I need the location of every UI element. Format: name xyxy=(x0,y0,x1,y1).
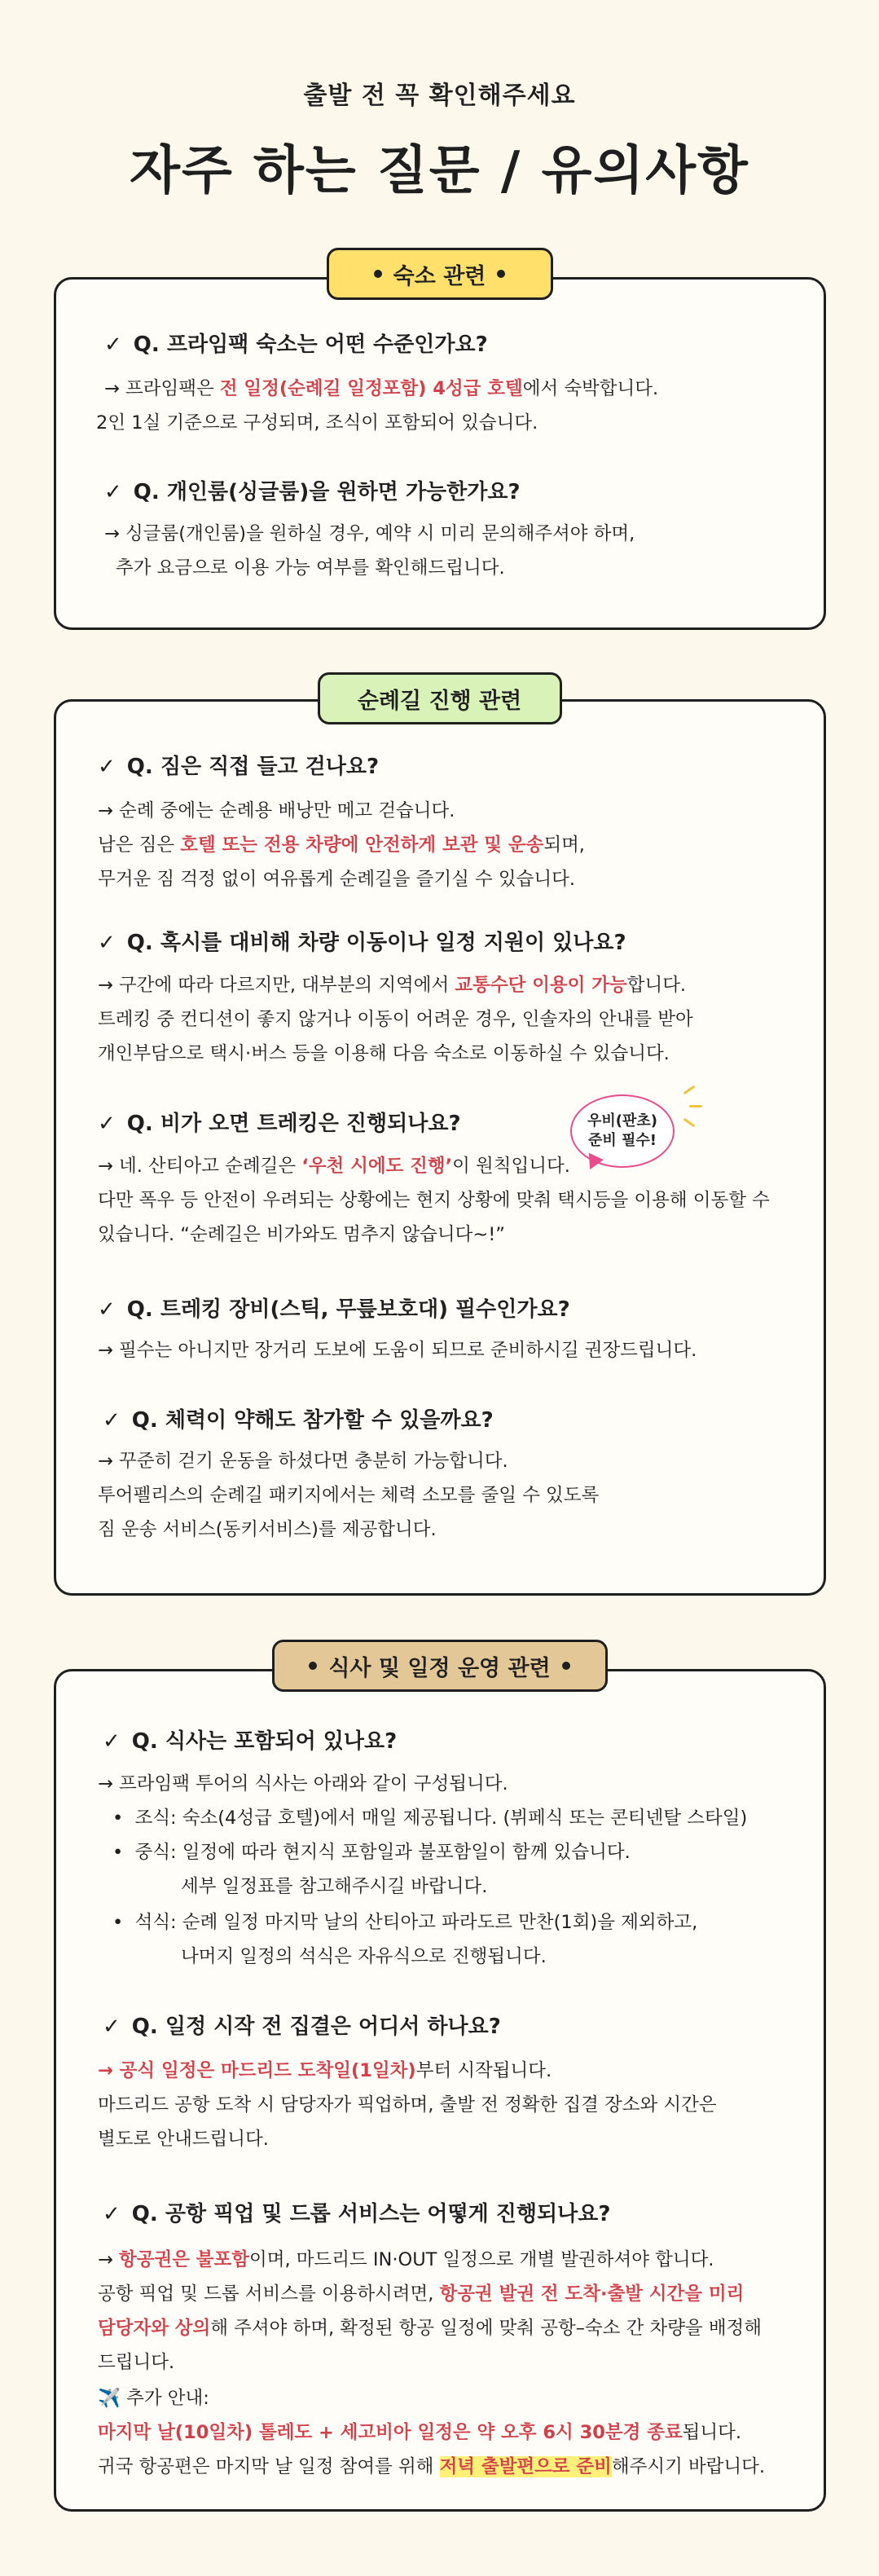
faq-answer: 다만 폭우 등 안전이 우려되는 상황에는 현지 상황에 맞춰 택시등을 이용해 이동할 수 xyxy=(98,1190,770,1211)
bubble-line: 우비(판초) xyxy=(587,1112,657,1129)
section-label-meals-schedule xyxy=(272,1640,608,1692)
faq-answer: → 프라임팩은 전 일정(순례길 일정포함) 4성급 호텔에서 숙박합니다. xyxy=(104,378,659,399)
faq-question: ✓ Q. 비가 오면 트레킹은 진행되나요? xyxy=(98,1112,461,1136)
faq-answer: 담당자와 상의해 주셔야 하며, 확정된 항공 일정에 맞춰 공항–숙소 간 차량을 배정해 xyxy=(98,2318,763,2339)
faq-answer: 2인 1실 기준으로 구성되며, 조식이 포함되어 있습니다. xyxy=(96,412,538,434)
sparkle-icon xyxy=(689,1105,702,1107)
faq-answer: 마드리드 공항 도착 시 담당자가 픽업하며, 출발 전 정확한 집결 장소와 시간은 xyxy=(98,2094,717,2116)
faq-answer: → 구간에 따라 다르지만, 대부분의 지역에서 교통수단 이용이 가능합니다. xyxy=(98,975,687,996)
list-item: • 중식: 일정에 따라 현지식 포함일과 불포함일이 함께 있습니다. xyxy=(112,1842,631,1863)
faq-answer: → 꾸준히 걷기 운동을 하셨다면 충분히 가능합니다. xyxy=(98,1451,508,1472)
faq-answer: 추가 요금으로 이용 가능 여부를 확인해드립니다. xyxy=(116,557,505,579)
faq-answer: 무거운 짐 걱정 없이 여유롭게 순례길을 즐기실 수 있습니다. xyxy=(98,869,576,890)
faq-answer: → 필수는 아니지만 장거리 도보에 도움이 되므로 준비하시길 권장드립니다. xyxy=(98,1340,697,1361)
list-item-continued: 나머지 일정의 석식은 자유식으로 진행됩니다. xyxy=(181,1946,547,1967)
faq-question: ✓ Q. 트레킹 장비(스틱, 무릎보호대) 필수인가요? xyxy=(98,1297,570,1322)
section-label-accommodation xyxy=(327,248,553,300)
check-icon: ✓ xyxy=(98,755,116,779)
dot-icon xyxy=(374,270,382,278)
check-icon: ✓ xyxy=(103,2015,121,2039)
faq-question: ✓ Q. 프라임팩 숙소는 어떤 수준인가요? xyxy=(104,332,488,357)
faq-question: ✓ Q. 일정 시작 전 집결은 어디서 하나요? xyxy=(103,2015,501,2039)
page-subtitle: 출발 전 꼭 확인해주세요 xyxy=(303,81,576,110)
section-label-text: 숙소 관련 xyxy=(393,263,486,289)
faq-question: ✓ Q. 식사는 포함되어 있나요? xyxy=(103,1729,398,1754)
faq-answer: 남은 짐은 호텔 또는 전용 차량에 안전하게 보관 및 운송되며, xyxy=(98,834,585,856)
dot-icon xyxy=(309,1662,317,1670)
faq-answer: → 순례 중에는 순례용 배낭만 메고 걷습니다. xyxy=(98,800,455,821)
page-title: 자주 하는 질문 / 유의사항 xyxy=(130,141,749,201)
list-item: • 석식: 순례 일정 마지막 날의 산티아고 파라도르 만찬(1회)을 제외하고, xyxy=(112,1912,698,1933)
section-label-text: 순례길 진행 관련 xyxy=(357,688,522,714)
extra-notice-label: ✈️ 추가 안내: xyxy=(98,2388,209,2409)
faq-answer: 공항 픽업 및 드롭 서비스를 이용하시려면, 항공권 발권 전 도착·출발 시간을 미리 xyxy=(98,2283,745,2305)
check-icon: ✓ xyxy=(103,2202,121,2226)
extra-notice-line: 마지막 날(10일차) 톨레도 + 세고비아 일정은 약 오후 6시 30분경 종료됩니다. xyxy=(98,2422,742,2443)
faq-answer: → 공식 일정은 마드리드 도착일(1일차)부터 시작됩니다. xyxy=(98,2060,552,2081)
list-item-continued: 세부 일정표를 참고해주시길 바랍니다. xyxy=(181,1876,488,1897)
check-icon: ✓ xyxy=(98,931,116,955)
faq-answer: 별도로 안내드립니다. xyxy=(98,2129,269,2150)
extra-notice-line: 귀국 항공편은 마지막 날 일정 참여를 위해 저녁 출발편으로 준비해주시기 바랍니다. xyxy=(98,2456,766,2477)
faq-answer: → 네. 산티아고 순례길은 ‘우천 시에도 진행’이 원칙입니다. xyxy=(98,1156,570,1177)
faq-answer: → 항공권은 불포함이며, 마드리드 IN·OUT 일정으로 개별 발권하셔야 합니다. xyxy=(98,2249,714,2270)
dot-icon xyxy=(497,270,505,278)
list-item: • 조식: 숙소(4성급 호텔)에서 매일 제공됩니다. (뷔페식 또는 콘티넨탈 스타일) xyxy=(112,1808,748,1829)
check-icon: ✓ xyxy=(98,1112,116,1136)
faq-answer: 트레킹 중 컨디션이 좋지 않거나 이동이 어려운 경우, 인솔자의 안내를 받아 xyxy=(98,1009,693,1030)
dot-icon xyxy=(562,1662,570,1670)
faq-question: ✓ Q. 개인룸(싱글룸)을 원하면 가능한가요? xyxy=(104,480,521,504)
faq-answer: 개인부담으로 택시·버스 등을 이용해 다음 숙소로 이동하실 수 있습니다. xyxy=(98,1043,670,1064)
faq-question: ✓ Q. 짐은 직접 들고 걷나요? xyxy=(98,755,380,779)
check-icon: ✓ xyxy=(103,1729,121,1754)
section-label-pilgrimage xyxy=(318,672,562,724)
faq-answer: 드립니다. xyxy=(98,2352,175,2373)
section-label-text: 식사 및 일정 운영 관련 xyxy=(328,1655,551,1681)
faq-answer: 있습니다. “순례길은 비가와도 멈추지 않습니다~!” xyxy=(98,1224,505,1245)
check-icon: ✓ xyxy=(104,332,122,357)
check-icon: ✓ xyxy=(103,1408,121,1433)
faq-question: ✓ Q. 혹시를 대비해 차량 이동이나 일정 지원이 있나요? xyxy=(98,931,626,955)
faq-answer: 짐 운송 서비스(동키서비스)를 제공합니다. xyxy=(98,1519,437,1540)
check-icon: ✓ xyxy=(104,480,122,504)
faq-question: ✓ Q. 체력이 약해도 참가할 수 있을까요? xyxy=(103,1408,494,1433)
faq-answer: 투어펠리스의 순례길 패키지에서는 체력 소모를 줄일 수 있도록 xyxy=(98,1485,600,1506)
faq-answer: → 싱글룸(개인룸)을 원하실 경우, 예약 시 미리 문의해주셔야 하며, xyxy=(104,523,635,544)
faq-answer: → 프라임팩 투어의 식사는 아래와 같이 구성됩니다. xyxy=(98,1773,508,1794)
bubble-line: 준비 필수! xyxy=(587,1132,657,1149)
faq-question: ✓ Q. 공항 픽업 및 드롭 서비스는 어떻게 진행되나요? xyxy=(103,2202,611,2226)
check-icon: ✓ xyxy=(98,1297,116,1322)
